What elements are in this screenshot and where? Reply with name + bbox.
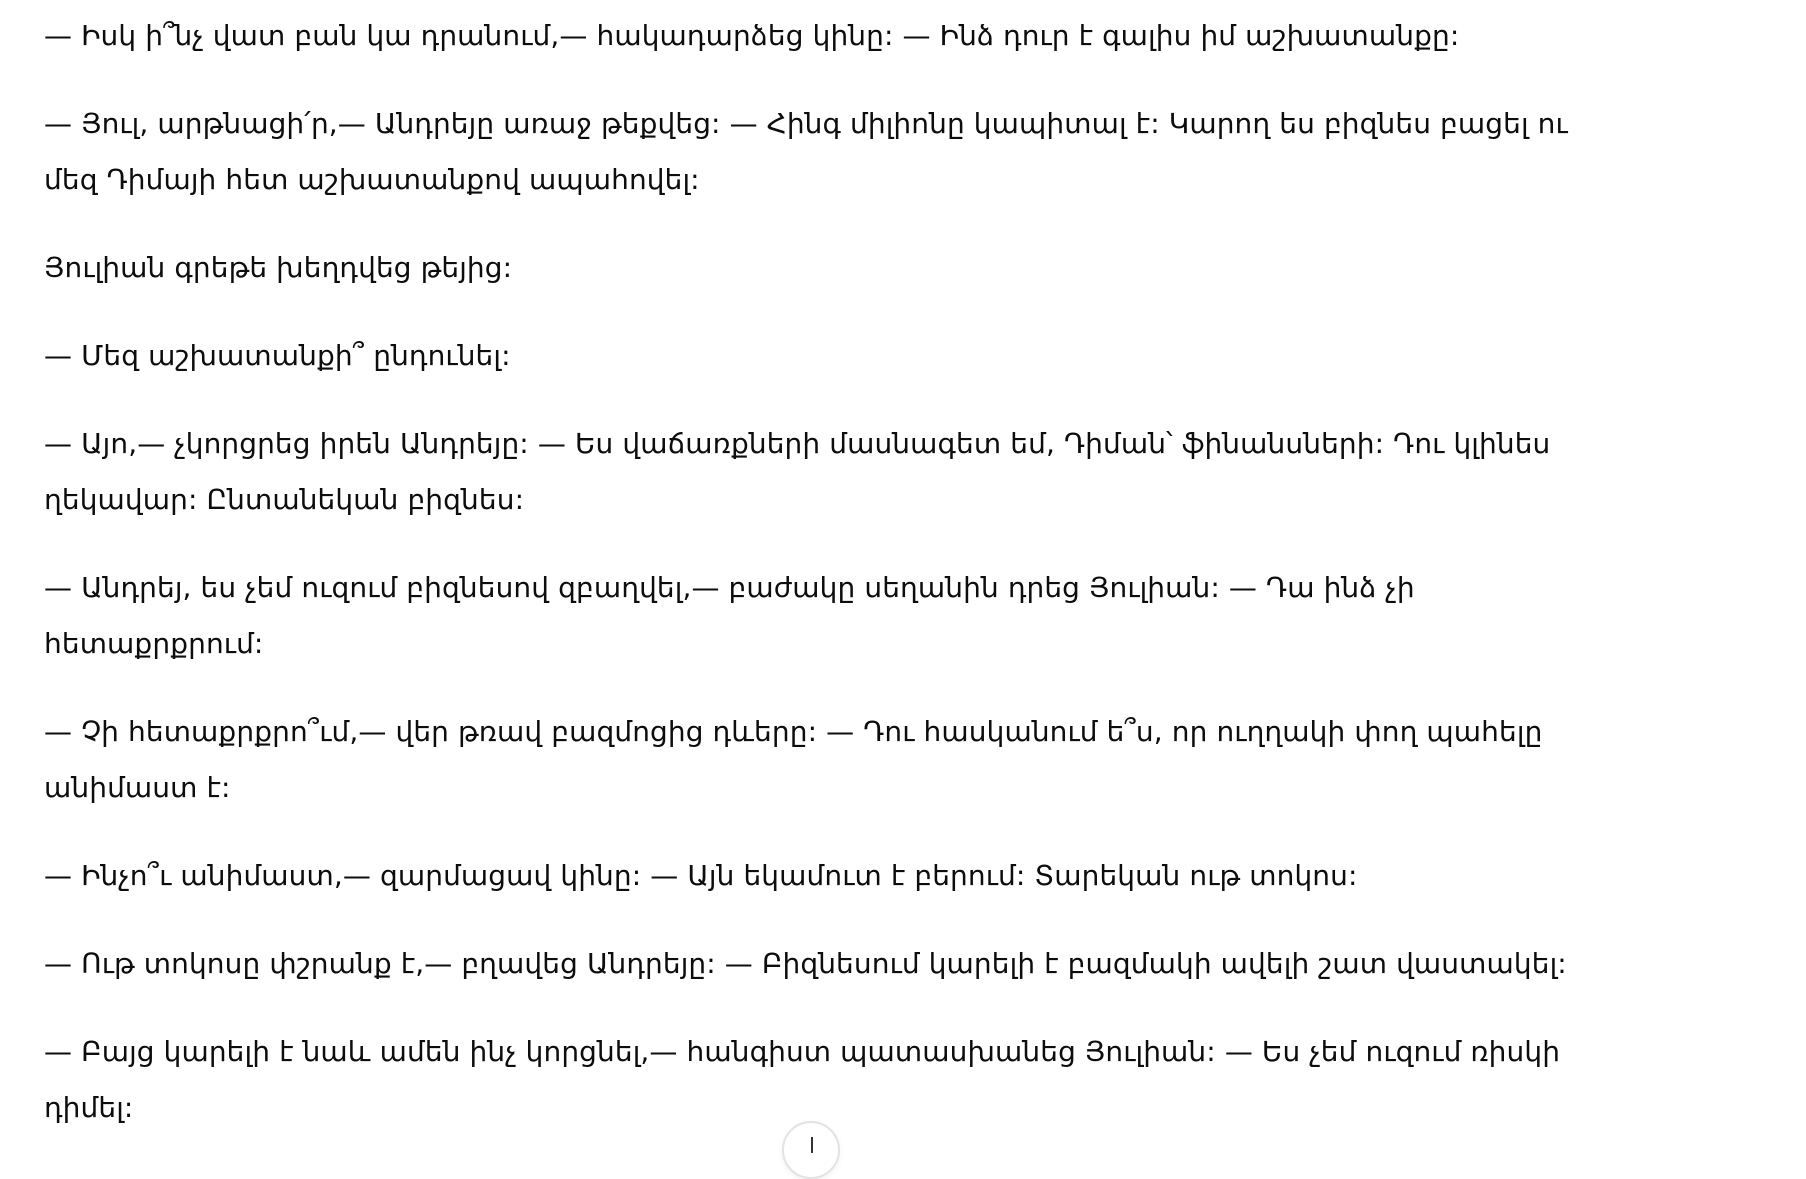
paragraph-9: — Ութ տոկոսը փշրանք է,— բղավեց Անդրեյը: — Բիզնեսում կարելի է բազմակի ավելի շատ վաստակել: [44,947,1567,980]
paragraph-6: — Անդրեյ, ես չեմ ուզում բիզնեսով զբաղվել,— բաժակը սեղանին դրեց Յուլիան: — Դա ինձ չի հետաքրքրում: [44,571,1415,660]
paragraph-3: Յուլիան գրեթե խեղդվեց թեյից: [44,251,513,284]
paragraph-1: — Իսկ ի՞նչ վատ բան կա դրանում,— հակադարձեց կինը: — Ինձ դուր է գալիս իմ աշխատանքը: [44,19,1460,52]
paragraph-7: — Չի հետաքրքրո՞ւմ,— վեր թռավ բազմոցից դևերը: — Դու հասկանում ե՞ս, որ ուղղակի փող պահելը անիմաստ է: [44,715,1543,804]
paragraph-8: — Ինչո՞ւ անիմաստ,— զարմացավ կինը: — Այն եկամուտ է բերում: Տարեկան ութ տոկոս: [44,859,1358,892]
paragraph-5: — Այո,— չկորցրեց իրեն Անդրեյը: — Ես վաճառքների մասնագետ եմ, Դիման՝ ֆինանսների: Դու կլինես ղեկավար: Ընտանեկան բիզնես: [44,427,1551,516]
paragraph-2: — Յուլ, արթնացի՛ր,— Անդրեյը առաջ թեքվեց: — Հինգ միլիոնը կապիտալ է: Կարող ես բիզնես բացել ու մեզ Դիմայի հետ աշխատանքով ապահովել: [44,107,1568,196]
paragraph-10: — Բայց կարելի է նաև ամեն ինչ կորցնել,— հանգիստ պատասխանեց Յուլիան: — Ես չեմ ուզում ռիսկի դիմել: [44,1035,1561,1124]
chat-message [44,0,1604,1168]
arrow-down-icon [811,1137,813,1153]
scroll-to-bottom-button[interactable] [782,1121,840,1179]
paragraph-4: — Մեզ աշխատանքի՞ ընդունել: [44,339,511,372]
